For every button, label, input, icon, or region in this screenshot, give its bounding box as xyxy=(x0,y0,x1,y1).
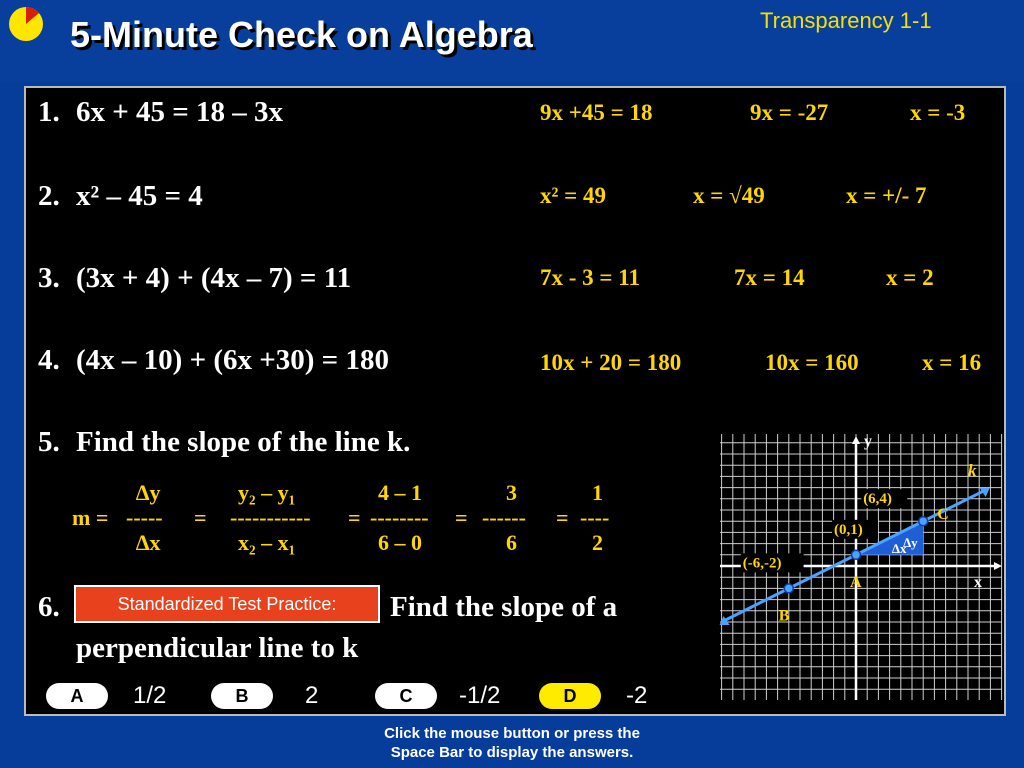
point-name-label: B xyxy=(778,607,790,625)
answer-1-step-1: 9x +45 = 18 xyxy=(540,100,653,125)
question-text: x² – 45 = 4 xyxy=(76,180,203,212)
question-number: 2. xyxy=(38,180,60,212)
clock-icon xyxy=(8,6,44,42)
answer-3-step-1: 7x - 3 = 11 xyxy=(540,265,640,290)
page-title: 5-Minute Check on Algebra xyxy=(70,14,533,55)
question-number: 6. xyxy=(38,591,60,623)
choice-a-value: 1/2 xyxy=(133,682,167,709)
question-number: 4. xyxy=(38,344,60,376)
slope-eq3: = xyxy=(455,505,468,530)
transparency-label: Transparency 1-1 xyxy=(760,8,932,33)
line-k-label: k xyxy=(968,461,977,480)
question-text: (3x + 4) + (4x – 7) = 11 xyxy=(76,262,352,294)
choice-c-button[interactable]: C xyxy=(375,683,437,709)
slope-dash3: ---- xyxy=(580,505,610,530)
question-number: 5. xyxy=(38,426,60,458)
point-b xyxy=(784,584,793,593)
slope-eq2: = xyxy=(348,505,361,530)
slope-eq4: = xyxy=(556,505,569,530)
answer-1-step-3: x = -3 xyxy=(910,100,966,125)
standardized-test-badge: Standardized Test Practice: xyxy=(74,585,380,623)
choice-a-button[interactable]: A xyxy=(46,683,108,709)
slope-dy: ∆y xyxy=(136,480,161,505)
footer-instructions xyxy=(0,724,1024,762)
answer-2-step-2: x = √49 xyxy=(693,183,765,208)
answer-4-step-2: 10x = 160 xyxy=(765,350,859,375)
answer-2-step-1: x² = 49 xyxy=(540,183,607,208)
slope-d3: 2 xyxy=(592,530,603,555)
slope-dashes: ----- xyxy=(126,505,163,530)
delta-x-label: ∆x xyxy=(892,540,907,556)
footer-line-2: Space Bar to display the answers. xyxy=(390,744,634,761)
slope-dash2: ------ xyxy=(482,505,526,530)
slope-n2: 3 xyxy=(506,480,517,505)
point-name-label: A xyxy=(850,573,862,591)
question-text: (4x – 10) + (6x +30) = 180 xyxy=(76,344,389,376)
answer-4-step-3: x = 16 xyxy=(922,350,982,375)
point-coord-label: (0,1) xyxy=(834,521,863,538)
choice-d-button[interactable]: D xyxy=(539,683,601,709)
slope-eq: = xyxy=(194,505,207,530)
slope-n1: 4 – 1 xyxy=(378,480,422,505)
question-6-text-b: perpendicular line to k xyxy=(76,632,359,664)
question-text: 6x + 45 = 18 – 3x xyxy=(76,96,284,128)
answer-1-step-2: 9x = -27 xyxy=(750,100,829,125)
choice-d-value: -2 xyxy=(626,682,648,709)
point-coord-label: (6,4) xyxy=(863,491,892,508)
question-number: 3. xyxy=(38,262,60,294)
slope-x2x1: x₂ – x₁ xyxy=(238,530,296,555)
question-number: 1. xyxy=(38,96,60,128)
point-a xyxy=(852,550,861,559)
footer-line-1: Click the mouse button or press the xyxy=(384,725,640,742)
question-text: Find the slope of the line k. xyxy=(76,426,411,458)
slope-long-dashes: ----------- xyxy=(230,505,311,530)
choice-c-value: -1/2 xyxy=(459,682,501,709)
slope-dash1: -------- xyxy=(370,505,429,530)
delta-y-label: ∆y xyxy=(903,535,918,551)
slope-d1: 6 – 0 xyxy=(378,530,422,555)
slope-y2y1: y₂ – y₁ xyxy=(238,480,296,505)
point-name-label: C xyxy=(937,506,949,524)
answer-2-step-3: x = +/- 7 xyxy=(846,183,927,208)
answer-4-step-1: 10x + 20 = 180 xyxy=(540,350,682,375)
question-6-text-a: Find the slope of a xyxy=(390,591,618,623)
coordinate-graph xyxy=(718,432,1004,702)
x-axis-label: x xyxy=(974,574,982,591)
point-c xyxy=(919,517,928,526)
slope-m: m = xyxy=(72,505,109,530)
y-axis-label: y xyxy=(864,433,872,450)
slope-n3: 1 xyxy=(592,480,603,505)
answer-3-step-3: x = 2 xyxy=(886,265,934,290)
point-coord-label: (-6,-2) xyxy=(742,555,782,572)
slope-dx: ∆x xyxy=(136,530,161,555)
choice-b-button[interactable]: B xyxy=(211,683,273,709)
choice-b-value: 2 xyxy=(305,682,319,709)
answer-3-step-2: 7x = 14 xyxy=(734,265,805,290)
slope-d2: 6 xyxy=(506,530,517,555)
